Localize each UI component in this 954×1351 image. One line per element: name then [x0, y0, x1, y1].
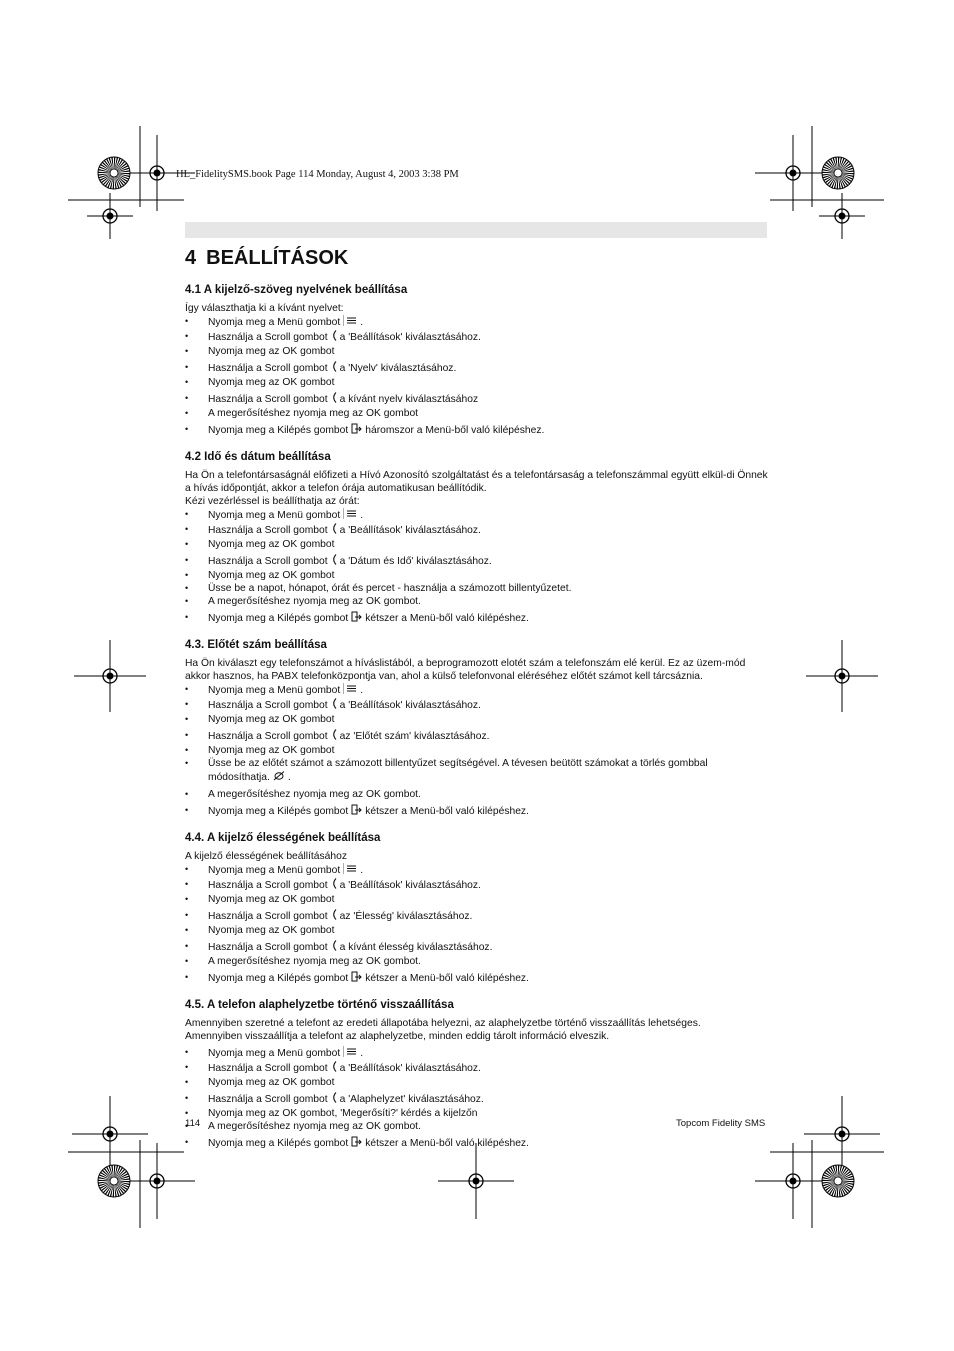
step-list — [185, 683, 769, 819]
step-item — [185, 538, 769, 551]
step-text: Üsse be a napot, hónapot, órát és percet - használja a számozott billentyűzetet. — [208, 583, 572, 594]
footer-product: Topcom Fidelity SMS — [676, 1118, 766, 1129]
menu-icon — [343, 508, 357, 523]
section-heading: 4.5. A telefon alaphelyzetbe történő visszaállítása — [185, 999, 454, 1011]
step-text: Használja a Scroll gombot — [208, 731, 328, 743]
exit-icon — [351, 971, 362, 986]
step-text: Nyomja meg az OK gombot — [208, 1077, 335, 1088]
step-text: Nyomja meg a Kilépés gombot — [208, 425, 349, 437]
step-item — [185, 940, 769, 955]
step-text-after: . — [360, 510, 364, 522]
step-text: Használja a Scroll gombot — [208, 700, 328, 712]
scroll-icon — [331, 878, 337, 893]
step-list — [185, 863, 769, 986]
step-text: Használja a Scroll gombot — [208, 525, 328, 537]
main-content — [185, 284, 769, 1164]
exit-icon — [351, 423, 362, 438]
step-item — [185, 523, 769, 538]
scroll-icon — [331, 554, 337, 569]
step-text: Használja a Scroll gombot — [208, 394, 328, 406]
menu-icon — [343, 315, 357, 330]
menu-icon — [343, 683, 357, 698]
step-text: Üsse be az előtét számot a számozott billentyűzet segítségével. A tévesen beütött számokat a törlés gombbal módosíthatja. — [208, 758, 708, 784]
scroll-icon — [331, 909, 337, 924]
step-text: A megerősítéshez nyomja meg az OK gombot. — [208, 1121, 421, 1132]
scroll-icon — [331, 1092, 337, 1107]
step-item — [185, 554, 769, 569]
step-item — [185, 713, 769, 726]
step-item — [185, 955, 769, 968]
section-intro: Ha Ön a telefontársaságnál előfizeti a Hívó Azonosító szolgáltatást és a telefontársaság a telefonszámmal együtt elkül-di Önnek a hívás időpontját, akkor a telefon órája automatikusan beállítódik. — [185, 470, 768, 494]
step-text-after: . — [287, 772, 291, 784]
exit-icon — [351, 804, 362, 819]
section-intro: A kijelző élességének beállításához — [185, 851, 347, 862]
step-text: Nyomja meg az OK gombot — [208, 570, 335, 581]
exit-icon — [351, 611, 362, 626]
chapter-band — [185, 222, 767, 238]
step-text-after: a 'Beállítások' kiválasztásához. — [339, 1063, 481, 1075]
step-text-after: . — [360, 317, 364, 329]
step-text: Használja a Scroll gombot — [208, 880, 328, 892]
step-item — [185, 407, 769, 420]
step-text-after: . — [360, 685, 364, 697]
step-item — [185, 878, 769, 893]
step-list — [185, 315, 769, 438]
step-item — [185, 863, 769, 878]
step-text-after: háromszor a Menü-ből való kilépéshez. — [365, 425, 545, 437]
step-text: Nyomja meg a Menü gombot — [208, 685, 341, 697]
step-text-after: a kívánt élesség kiválasztásához. — [339, 942, 493, 954]
step-text: A megerősítéshez nyomja meg az OK gombot. — [208, 596, 421, 607]
step-item — [185, 1136, 769, 1151]
step-item — [185, 744, 769, 757]
print-header: HL_FidelitySMS.book Page 114 Monday, August 4, 2003 3:38 PM — [176, 169, 459, 180]
step-text: Használja a Scroll gombot — [208, 1094, 328, 1106]
section-intro: Amennyiben szeretné a telefont az eredeti állapotába helyezni, az alaphelyzetbe történő visszaállítás lehetséges. — [185, 1018, 701, 1029]
step-text: Használja a Scroll gombot — [208, 942, 328, 954]
section-intro: Amennyiben visszaállítja a telefont az alaphelyzetbe, minden eddig tárolt információ elveszik. — [185, 1031, 610, 1042]
scroll-icon — [331, 330, 337, 345]
step-text-after: . — [360, 865, 364, 877]
page-number: 114 — [185, 1118, 201, 1129]
step-text: Nyomja meg az OK gombot, 'Megerősíti?' kérdés a kijelzőn — [208, 1108, 478, 1119]
chapter-title — [185, 247, 348, 270]
step-text: Nyomja meg a Menü gombot — [208, 510, 341, 522]
step-list — [185, 1046, 769, 1151]
step-text: Nyomja meg a Menü gombot — [208, 865, 341, 877]
step-text-after: kétszer a Menü-ből való kilépéshez. — [365, 973, 529, 985]
section-intro: Ha Ön kiválaszt egy telefonszámot a híváslistából, a beprogramozott elotét szám a telefonszám elé kerül. Ez az üzem-mód akkor hasznos, ha PABX telefonközpontja van, ahol a külső telefonvonal eléréséhez előtét számot kell tárcsáznia. — [185, 658, 746, 682]
step-item — [185, 893, 769, 906]
step-text-after: kétszer a Menü-ből való kilépéshez. — [365, 613, 529, 625]
step-text-after: a 'Alaphelyzet' kiválasztásához. — [339, 1094, 484, 1106]
section-intro: Így választhatja ki a kívánt nyelvet: — [185, 303, 344, 314]
registration-cross — [804, 1096, 880, 1172]
menu-icon — [343, 1046, 357, 1061]
step-item — [185, 683, 769, 698]
step-item — [185, 924, 769, 937]
section-1 — [185, 284, 769, 438]
step-item — [185, 788, 769, 801]
step-text: Nyomja meg az OK gombot — [208, 346, 335, 357]
section-heading: 4.3. Előtét szám beállítása — [185, 639, 327, 651]
registration-starburst — [98, 157, 130, 189]
step-text-after: a 'Beállítások' kiválasztásához. — [339, 700, 481, 712]
scroll-icon — [331, 361, 337, 376]
scroll-icon — [331, 392, 337, 407]
step-item — [185, 376, 769, 389]
step-text: Nyomja meg az OK gombot — [208, 925, 335, 936]
registration-starburst — [98, 1165, 130, 1197]
step-item — [185, 315, 769, 330]
registration-starburst — [822, 157, 854, 189]
step-item — [185, 698, 769, 713]
step-item — [185, 1076, 769, 1089]
step-text-after: a 'Nyelv' kiválasztásához. — [339, 363, 457, 375]
step-text-after: a 'Beállítások' kiválasztásához. — [339, 525, 481, 537]
section-heading: 4.1 A kijelző-szöveg nyelvének beállítása — [185, 284, 408, 296]
exit-icon — [351, 1136, 362, 1151]
scroll-icon — [331, 729, 337, 744]
scroll-icon — [331, 1061, 337, 1076]
step-item — [185, 1092, 769, 1107]
section-heading: 4.4. A kijelző élességének beállítása — [185, 832, 381, 844]
step-text: A megerősítéshez nyomja meg az OK gombot — [208, 408, 419, 419]
step-item — [185, 1046, 769, 1061]
step-text: Nyomja meg a Menü gombot — [208, 1048, 341, 1060]
step-text: Nyomja meg az OK gombot — [208, 377, 335, 388]
step-text: A megerősítéshez nyomja meg az OK gombot. — [208, 956, 421, 967]
step-item — [185, 1061, 769, 1076]
step-item — [185, 804, 769, 819]
step-text: Használja a Scroll gombot — [208, 332, 328, 344]
step-text: Használja a Scroll gombot — [208, 556, 328, 568]
scroll-icon — [331, 698, 337, 713]
section-3 — [185, 639, 769, 819]
step-text: Használja a Scroll gombot — [208, 363, 328, 375]
scroll-icon — [331, 523, 337, 538]
step-text-after: a 'Beállítások' kiválasztásához. — [339, 332, 481, 344]
section-4 — [185, 832, 769, 986]
step-item — [185, 611, 769, 626]
step-text: A megerősítéshez nyomja meg az OK gombot. — [208, 789, 421, 800]
step-text-after: az 'Előtét szám' kiválasztásához. — [339, 731, 490, 743]
step-item — [185, 508, 769, 523]
section-heading: 4.2 Idő és dátum beállítása — [185, 451, 331, 463]
menu-icon — [343, 863, 357, 878]
step-item — [185, 729, 769, 744]
section-intro: Kézi vezérléssel is beállíthatja az órát: — [185, 496, 360, 507]
step-text-after: a kívánt nyelv kiválasztásához — [339, 394, 479, 406]
step-text-after: a 'Beállítások' kiválasztásához. — [339, 880, 481, 892]
step-list — [185, 508, 769, 626]
step-text: Nyomja meg a Kilépés gombot — [208, 613, 349, 625]
step-text-after: kétszer a Menü-ből való kilépéshez. — [365, 806, 529, 818]
step-item — [185, 582, 769, 595]
section-2 — [185, 451, 769, 626]
step-text: Használja a Scroll gombot — [208, 1063, 328, 1075]
step-item — [185, 330, 769, 345]
step-text: Nyomja meg a Kilépés gombot — [208, 806, 349, 818]
step-text: Nyomja meg a Kilépés gombot — [208, 1138, 349, 1150]
step-item — [185, 423, 769, 438]
step-text: Nyomja meg az OK gombot — [208, 894, 335, 905]
step-text: Használja a Scroll gombot — [208, 911, 328, 923]
step-text: Nyomja meg az OK gombot — [208, 539, 335, 550]
step-text-after: az 'Élesség' kiválasztásához. — [339, 911, 473, 923]
step-item — [185, 569, 769, 582]
step-item — [185, 595, 769, 608]
step-text: Nyomja meg a Kilépés gombot — [208, 973, 349, 985]
registration-cross — [72, 1096, 148, 1172]
step-item — [185, 909, 769, 924]
step-text-after: . — [360, 1048, 364, 1060]
step-item — [185, 971, 769, 986]
step-text: Nyomja meg a Menü gombot — [208, 317, 341, 329]
step-text-after: kétszer a Menü-ből való kilépéshez. — [365, 1138, 529, 1150]
delete-icon — [273, 770, 285, 785]
chapter-heading: BEÁLLÍTÁSOK — [206, 247, 349, 269]
step-item — [185, 361, 769, 376]
registration-cross — [74, 640, 146, 712]
step-item — [185, 757, 769, 785]
chapter-number: 4 — [185, 247, 197, 269]
step-text: Nyomja meg az OK gombot — [208, 745, 335, 756]
scroll-icon — [331, 940, 337, 955]
registration-cross — [806, 640, 878, 712]
step-text-after: a 'Dátum és Idő' kiválasztásához. — [339, 556, 492, 568]
step-item — [185, 345, 769, 358]
step-item — [185, 392, 769, 407]
registration-starburst — [822, 1165, 854, 1197]
step-text: Nyomja meg az OK gombot — [208, 714, 335, 725]
